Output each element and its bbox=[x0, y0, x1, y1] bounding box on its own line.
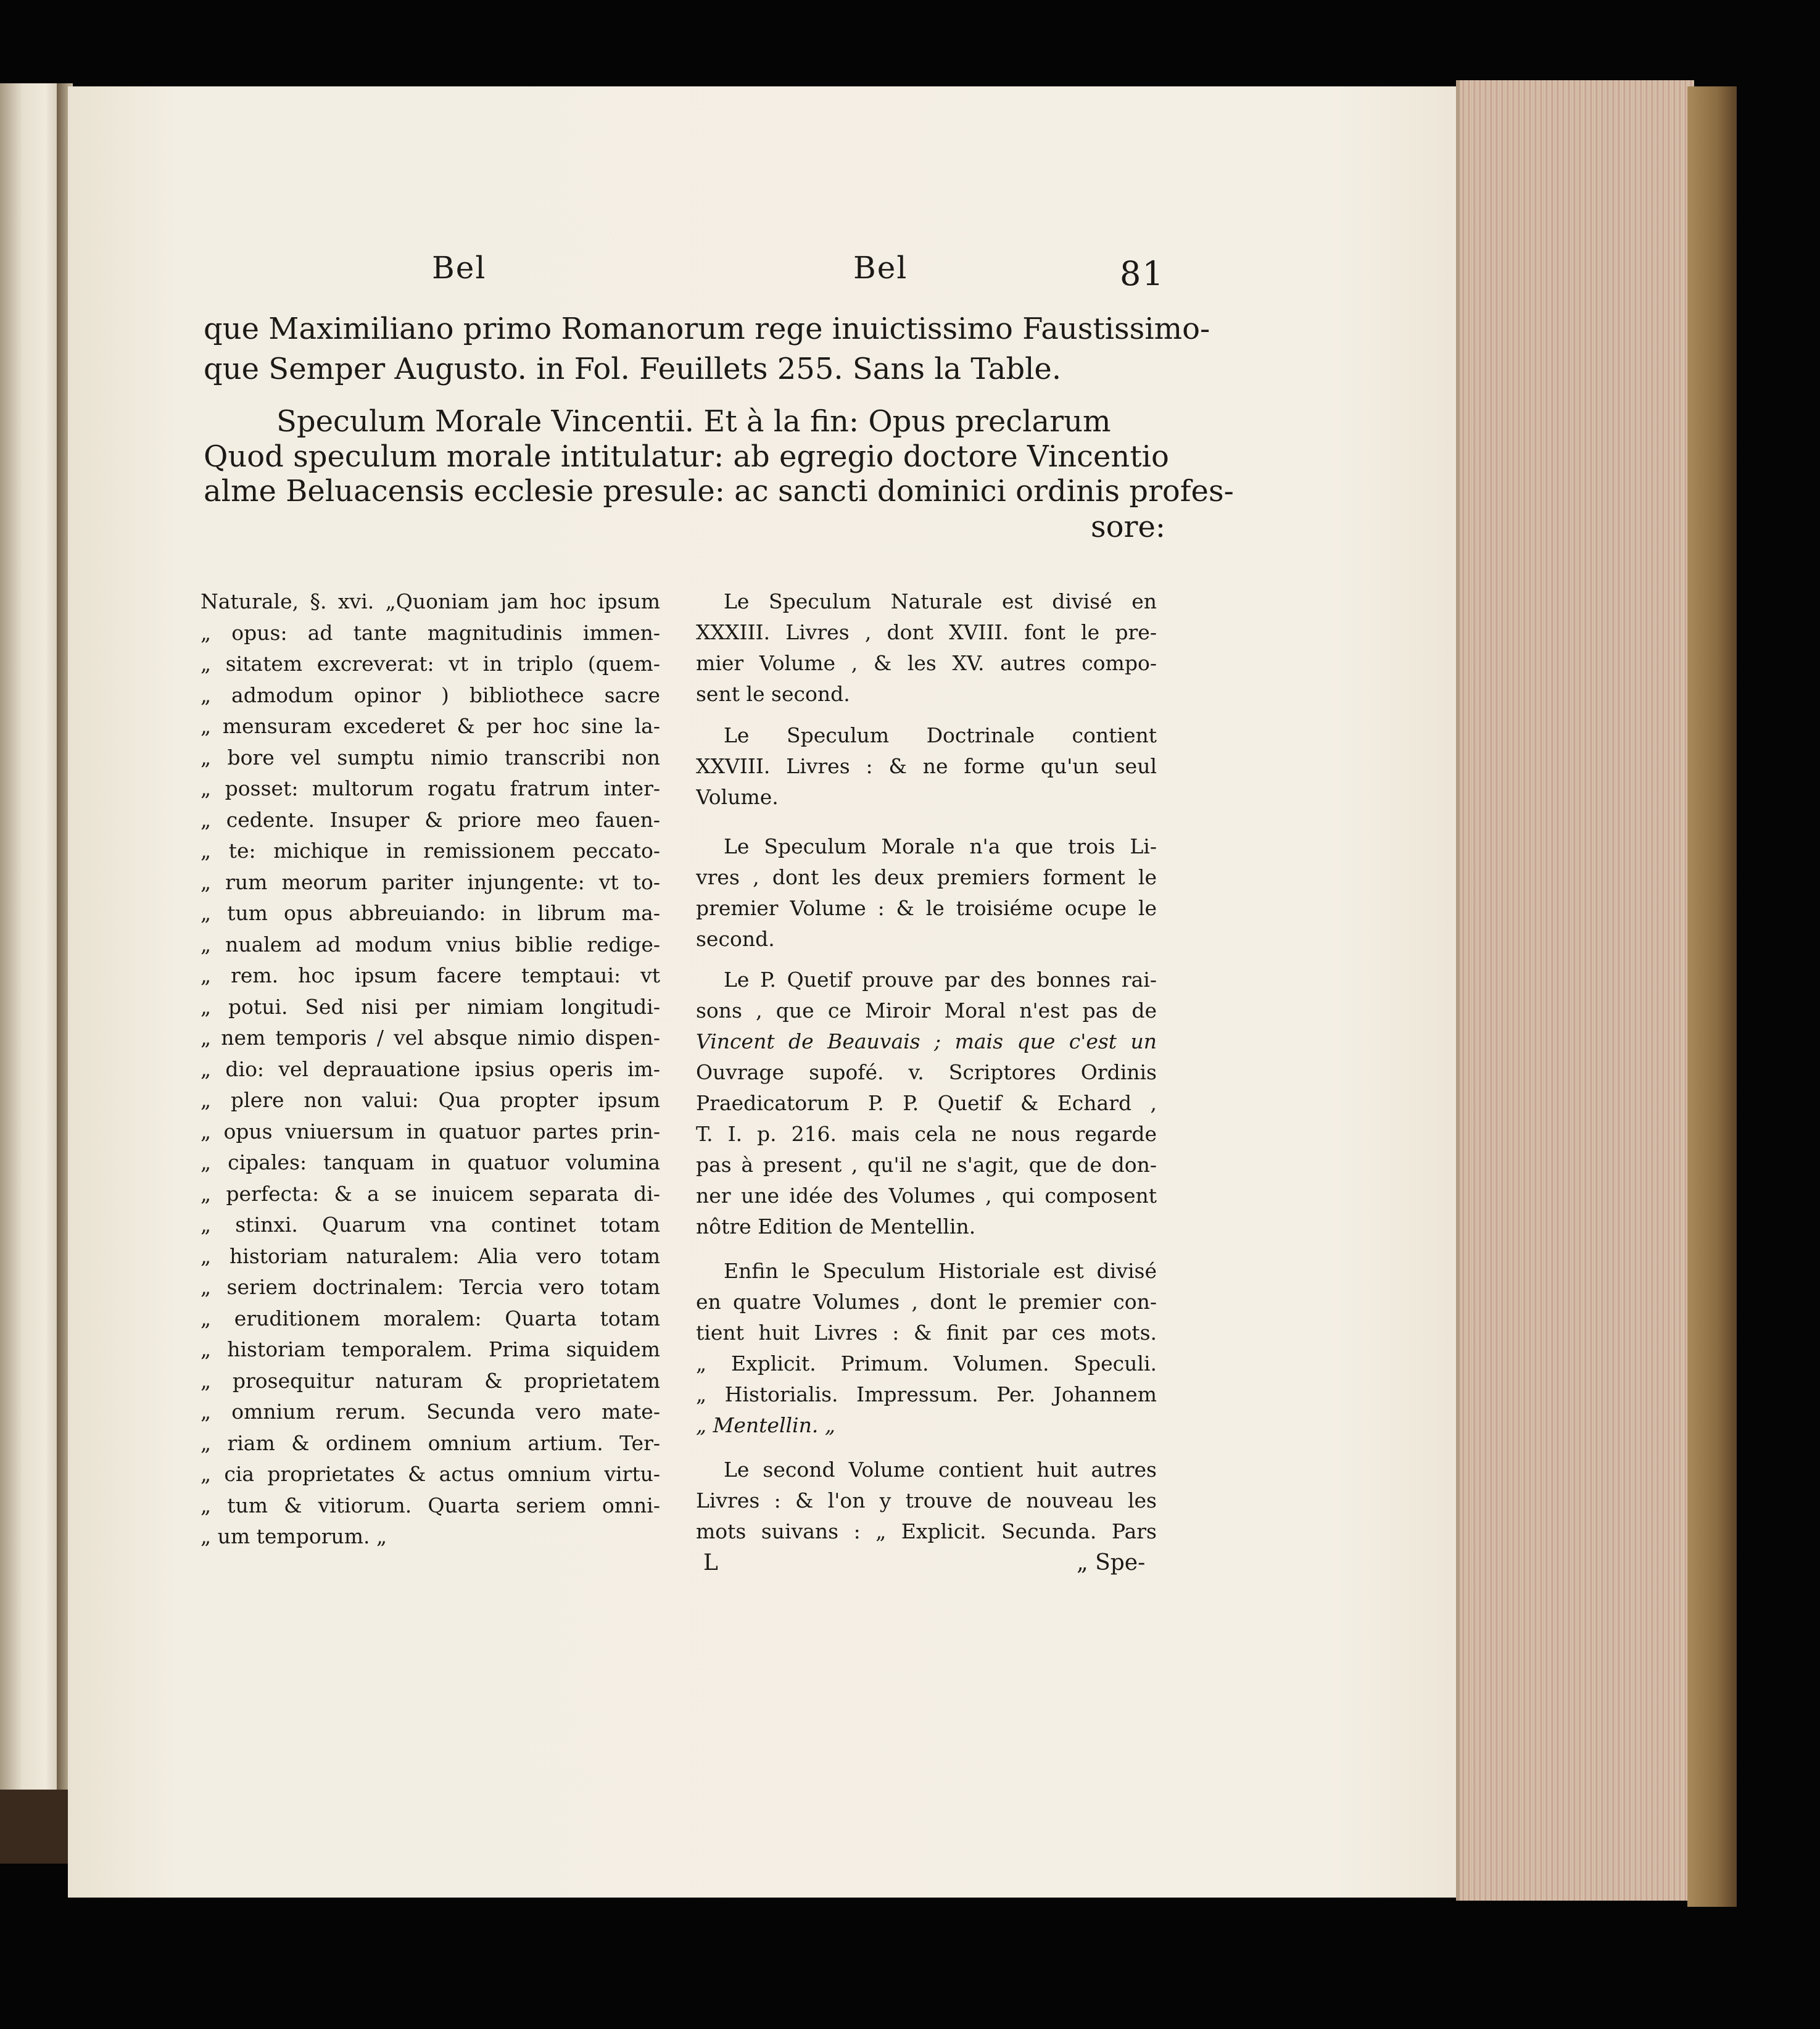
left-column-line: „ potui. Sed nisi per nimiam longitudi- bbox=[201, 994, 660, 1019]
text-line-5: alme Beluacensis ecclesie presule: ac sancti dominici ordinis profes- bbox=[204, 474, 1234, 508]
back-cover-board bbox=[1687, 86, 1737, 1907]
right-column-line: Livres : & l'on y trouve de nouveau les bbox=[696, 1488, 1157, 1512]
left-column bbox=[201, 586, 660, 1553]
left-column-line: „ rum meorum pariter injungente: vt to- bbox=[201, 869, 660, 894]
left-cover-corner bbox=[0, 1790, 68, 1864]
right-column-line: mots suivans : „ Explicit. Secunda. Pars bbox=[696, 1519, 1157, 1543]
left-column-line: „ cedente. Insuper & priore meo fauen- bbox=[201, 807, 660, 832]
right-column-line: Praedicatorum P. P. Quetif & Echard , bbox=[696, 1091, 1157, 1115]
catchword: „ Spe- bbox=[1077, 1550, 1146, 1575]
right-paragraph-3 bbox=[696, 831, 1157, 955]
running-head-center: Bel bbox=[853, 250, 908, 286]
right-column-line: second. bbox=[696, 927, 775, 951]
left-column-line: „ sitatem excreverat: vt in triplo (quem- bbox=[201, 652, 660, 676]
right-column-line: sons , que ce Miroir Moral n'est pas de bbox=[696, 998, 1157, 1023]
left-column-line: „ historiam temporalem. Prima siquidem bbox=[201, 1337, 660, 1361]
left-column-line: „ dio: vel deprauatione ipsius operis im- bbox=[201, 1056, 660, 1081]
text-line-2: que Semper Augusto. in Fol. Feuillets 255. Sans la Table. bbox=[204, 352, 1062, 386]
page-number: 81 bbox=[1120, 254, 1165, 293]
left-column-line: „ um temporum. „ bbox=[201, 1524, 387, 1548]
left-column-line: „ posset: multorum rogatu fratrum inter- bbox=[201, 776, 660, 800]
running-head-left: Bel bbox=[432, 250, 487, 286]
signature-mark: L bbox=[703, 1550, 718, 1575]
right-column-line: pas à present , qu'il ne s'agit, que de don- bbox=[696, 1153, 1157, 1177]
right-column-line: Le Speculum Naturale est divisé en bbox=[724, 589, 1157, 613]
text-line-1: que Maximiliano primo Romanorum rege inuictissimo Faustissimo- bbox=[204, 312, 1210, 346]
left-column-line: „ riam & ordinem omnium artium. Ter- bbox=[201, 1430, 660, 1455]
text-line-4: Quod speculum morale intitulatur: ab egregio doctore Vincentio bbox=[204, 439, 1169, 474]
right-column-line: „ Historialis. Impressum. Per. Johannem bbox=[696, 1382, 1157, 1406]
right-column-line: en quatre Volumes , dont le premier con- bbox=[696, 1290, 1157, 1314]
right-paragraph-6 bbox=[696, 1454, 1157, 1547]
right-column-line: mier Volume , & les XV. autres compo- bbox=[696, 651, 1157, 675]
left-column-line: „ bore vel sumptu nimio transcribi non bbox=[201, 745, 660, 770]
left-column-line: „ opus vniuersum in quatuor partes prin- bbox=[201, 1119, 660, 1143]
right-paragraph-5 bbox=[696, 1256, 1157, 1441]
page-fore-edge bbox=[1456, 80, 1694, 1901]
left-column-line: „ opus: ad tante magnitudinis immen- bbox=[201, 620, 660, 645]
right-column-line: Ouvrage supofé. v. Scriptores Ordinis bbox=[696, 1060, 1157, 1084]
left-column-line: „ nualem ad modum vnius biblie redige- bbox=[201, 932, 660, 956]
right-column-line: Enfin le Speculum Historiale est divisé bbox=[724, 1259, 1157, 1283]
left-column-line: „ perfecta: & a se inuicem separata di- bbox=[201, 1181, 660, 1206]
right-column-line: sent le second. bbox=[696, 682, 850, 706]
left-column-line: „ seriem doctrinalem: Tercia vero totam bbox=[201, 1275, 660, 1299]
right-column-line: Volume. bbox=[696, 785, 779, 809]
right-column-line: nôtre Edition de Mentellin. bbox=[696, 1214, 976, 1239]
right-column-line: ner une idée des Volumes , qui composent bbox=[696, 1184, 1157, 1208]
right-paragraph-4 bbox=[696, 965, 1157, 1242]
right-column-line: Le Speculum Doctrinale contient bbox=[724, 723, 1157, 747]
right-column-line: Le second Volume contient huit autres bbox=[724, 1458, 1157, 1482]
right-column-line: „ Explicit. Primum. Volumen. Speculi. bbox=[696, 1351, 1157, 1375]
left-column-line: „ tum opus abbreuiando: in librum ma- bbox=[201, 901, 660, 925]
left-page-edge bbox=[0, 83, 57, 1861]
left-column-line: „ plere non valui: Qua propter ipsum bbox=[201, 1088, 660, 1112]
right-column-line: vres , dont les deux premiers forment le bbox=[696, 865, 1157, 889]
right-paragraph-1 bbox=[696, 586, 1157, 710]
left-column-line: Naturale, §. xvi. „Quoniam jam hoc ipsum bbox=[201, 589, 660, 613]
right-column-line: XXVIII. Livres : & ne forme qu'un seul bbox=[696, 754, 1157, 778]
right-column-line: XXXIII. Livres , dont XVIII. font le pre- bbox=[696, 620, 1157, 644]
left-column-line: „ rem. hoc ipsum facere temptaui: vt bbox=[201, 963, 660, 987]
left-column-line: „ mensuram excederet & per hoc sine la- bbox=[201, 714, 660, 738]
left-column-line: „ historiam naturalem: Alia vero totam bbox=[201, 1243, 660, 1268]
left-column-line: „ stinxi. Quarum vna continet totam bbox=[201, 1213, 660, 1237]
text-line-3: Speculum Morale Vincentii. Et à la fin: Opus preclarum bbox=[276, 404, 1111, 439]
left-column-line: „ nem temporis / vel absque nimio dispen- bbox=[201, 1026, 660, 1050]
left-column-line: „ cipales: tanquam in quatuor volumina bbox=[201, 1150, 660, 1174]
right-paragraph-2 bbox=[696, 720, 1157, 813]
left-column-line: „ cia proprietates & actus omnium virtu- bbox=[201, 1462, 660, 1486]
right-column-line: premier Volume : & le troisiéme ocupe le bbox=[696, 896, 1157, 920]
text-line-6: sore: bbox=[1091, 510, 1166, 544]
right-column-line: T. I. p. 216. mais cela ne nous regarde bbox=[696, 1122, 1157, 1146]
left-column-line: „ te: michique in remissionem peccato- bbox=[201, 839, 660, 863]
right-column-line: Le Speculum Morale n'a que trois Li- bbox=[724, 834, 1157, 858]
left-column-line: „ tum & vitiorum. Quarta seriem omni- bbox=[201, 1493, 660, 1517]
right-column-line: Le P. Quetif prouve par des bonnes rai- bbox=[724, 968, 1157, 992]
left-column-line: „ omnium rerum. Secunda vero mate- bbox=[201, 1400, 660, 1424]
right-column-line: „ Mentellin. „ bbox=[696, 1413, 835, 1437]
right-column-line: tient huit Livres : & finit par ces mots. bbox=[696, 1321, 1157, 1345]
left-column-line: „ prosequitur naturam & proprietatem bbox=[201, 1368, 660, 1393]
right-column-line: Vincent de Beauvais ; mais que c'est un bbox=[696, 1029, 1157, 1053]
left-column-line: „ eruditionem moralem: Quarta totam bbox=[201, 1306, 660, 1330]
left-column-line: „ admodum opinor ) bibliothece sacre bbox=[201, 683, 660, 707]
